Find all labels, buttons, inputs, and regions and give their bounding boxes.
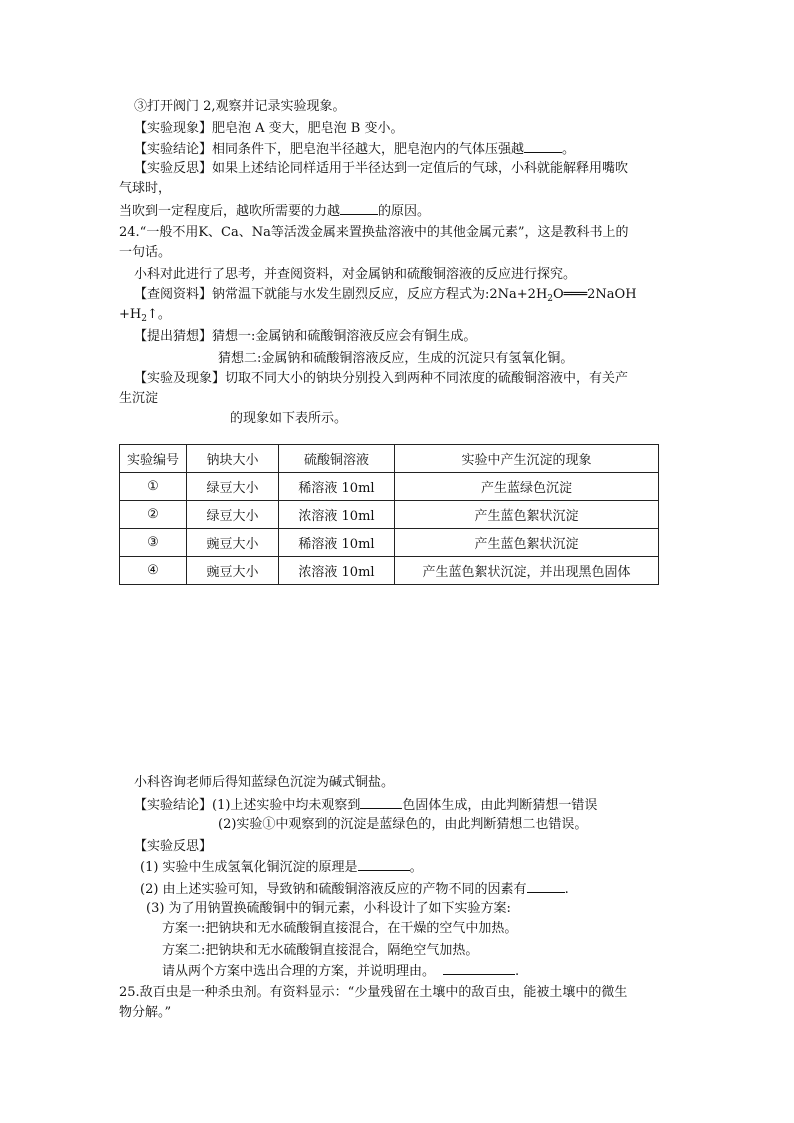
answer-blank[interactable]	[340, 202, 378, 215]
q25-line1: 25.敌百虫是一种杀虫剂。有资料显示：“少量残留在土壤中的敌百虫，能被土壤中的微生	[119, 985, 628, 1000]
table-cell: 稀溶液 10ml	[279, 529, 395, 557]
reflection2-text: (2) 由上述实验可知，导致钠和硫酸铜溶液反应的产物不同的因素有	[140, 882, 527, 897]
q24-intro-line1: 24.“一般不用K、Ca、Na等活泼金属来置换盐溶液中的其他金属元素”，这是教科书上的	[119, 225, 629, 240]
table-cell: 绿豆大小	[187, 501, 279, 529]
lookup-text: 【查阅资料】钠常温下就能与水发生剧烈反应，反应方程式为:2Na+2H	[134, 287, 548, 302]
choose-end: .	[515, 964, 520, 979]
answer-blank[interactable]	[360, 796, 402, 809]
q24-conclusion2: (2)实验①中观察到的沉淀是蓝绿色的，由此判断猜想二也错误。	[218, 817, 588, 832]
table-cell: ①	[120, 473, 187, 501]
q24-experiment-line3: 的现象如下表所示。	[230, 411, 348, 426]
q24-teacher: 小科咨询老师后得知蓝绿色沉淀为碱式铜盐。	[134, 775, 395, 790]
q23-phenomenon: 【实验现象】肥皂泡 A 变大，肥皂泡 B 变小。	[134, 121, 404, 136]
q24-choose	[162, 962, 519, 981]
q23-step3: ③打开阀门 2,观察并记录实验现象。	[134, 99, 346, 114]
answer-blank[interactable]	[527, 880, 565, 893]
table-cell: 产生蓝色絮状沉淀	[395, 529, 659, 557]
subscript: 2	[547, 294, 554, 304]
q24-hypothesis2: 猜想二:金属钠和硫酸铜溶液反应，生成的沉淀只有氢氧化铜。	[218, 351, 574, 366]
table-cell: 绿豆大小	[187, 473, 279, 501]
q23-conclusion	[134, 140, 575, 159]
q24-lookup-line2	[119, 306, 171, 328]
reflection1-end: 。	[409, 860, 423, 875]
table-cell: ②	[120, 501, 187, 529]
experiment-table	[119, 444, 659, 585]
q24-plan-a: 方案一:把钠块和无水硫酸铜直接混合，在干燥的空气中加热。	[162, 921, 518, 936]
conclusion1-text: 【实验结论】(1)上述实验中均未观察到	[134, 798, 361, 813]
table-row	[120, 473, 659, 501]
table-row	[120, 501, 659, 529]
q24-hypothesis1: 【提出猜想】猜想一:金属钠和硫酸铜溶液反应会有铜生成。	[134, 329, 477, 344]
q24-plan-b: 方案二:把钠块和无水硫酸铜直接混合，隔绝空气加热。	[162, 943, 479, 958]
q23-conclusion-text: 【实验结论】相同条件下，肥皂泡半径越大，肥皂泡内的气体压强越	[134, 142, 525, 157]
conclusion1-end: 色固体生成，由此判断猜想一错误	[402, 798, 598, 813]
answer-blank[interactable]	[443, 962, 515, 975]
table-cell: 产生蓝绿色沉淀	[395, 473, 659, 501]
header-cell: 硫酸铜溶液	[279, 445, 395, 473]
choose-text: 请从两个方案中选出合理的方案，并说明理由。	[162, 964, 436, 979]
lookup-equation: O═══2NaOH	[553, 287, 637, 302]
q23-reflection-end: 的原因。	[378, 204, 431, 219]
table-cell: 产生蓝色絮状沉淀，并出现黑色固体	[395, 557, 659, 585]
lookup-arrow: ↑。	[146, 307, 171, 322]
q24-reflection-2	[140, 880, 569, 899]
q24-reflection-1	[140, 858, 423, 877]
table-cell: 豌豆大小	[187, 557, 279, 585]
reflection2-end: .	[564, 882, 569, 897]
answer-blank[interactable]	[524, 140, 562, 153]
table-cell: ④	[120, 557, 187, 585]
q23-reflection-text: 当吹到一定程度后，越吹所需要的力越	[119, 204, 341, 219]
reflection1-text: (1) 实验中生成氢氧化铜沉淀的原理是	[140, 860, 358, 875]
header-cell: 实验编号	[120, 445, 187, 473]
table-cell: 产生蓝色絮状沉淀	[395, 501, 659, 529]
lookup-h: +H	[119, 307, 142, 322]
table-cell: 浓溶液 10ml	[279, 557, 395, 585]
q24-reflection-3: (3) 为了用钠置换硫酸铜中的铜元素，小科设计了如下实验方案:	[146, 901, 511, 916]
q24-lookup-line1	[134, 286, 637, 308]
table-row	[120, 529, 659, 557]
q23-conclusion-end: 。	[562, 142, 576, 157]
header-cell: 钠块大小	[187, 445, 279, 473]
table-cell: 稀溶液 10ml	[279, 473, 395, 501]
table-cell: 豌豆大小	[187, 529, 279, 557]
q24-conclusion1	[134, 796, 597, 815]
answer-blank[interactable]	[358, 858, 410, 871]
q24-experiment-line1: 【实验及现象】切取不同大小的钠块分别投入到两种不同浓度的硫酸铜溶液中，有关产	[134, 371, 629, 386]
subscript: 2	[141, 314, 147, 324]
q24-intro-line2: 一句话。	[119, 245, 172, 260]
q25-line2: 物分解。”	[119, 1005, 172, 1020]
q23-reflection-line1: 【实验反思】如果上述结论同样适用于半径达到一定值后的气球，小科就能解释用嘴吹	[134, 161, 629, 176]
table-cell: 浓溶液 10ml	[279, 501, 395, 529]
q23-reflection-line3	[119, 202, 430, 221]
q24-experiment-line2: 生沉淀	[119, 391, 159, 406]
q24-reflection-title: 【实验反思】	[134, 839, 213, 854]
q24-think: 小科对此进行了思考，并查阅资料，对金属钠和硫酸铜溶液的反应进行探究。	[134, 267, 577, 282]
header-cell: 实验中产生沉淀的现象	[395, 445, 659, 473]
table-cell: ③	[120, 529, 187, 557]
q23-reflection-line2: 气球时，	[119, 181, 172, 196]
table-header-row	[120, 445, 659, 473]
table-row	[120, 557, 659, 585]
